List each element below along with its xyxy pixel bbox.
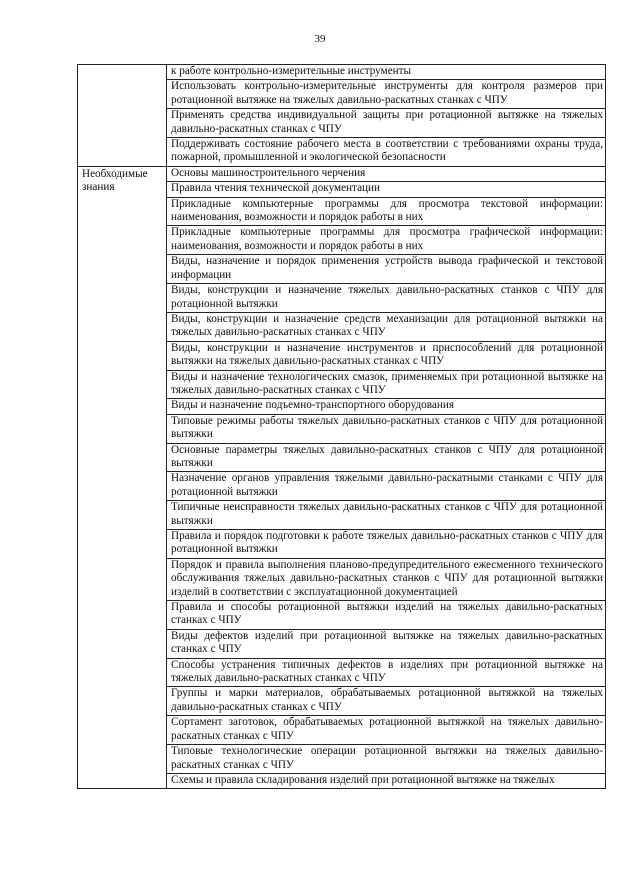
knowledge-item: Правила и способы ротационной вытяжки изделий на тяжелых давильно-раскатных станках с ЧПУ — [167, 601, 606, 630]
knowledge-item: Основы машиностроительного черчения — [167, 166, 606, 181]
knowledge-label: Необходимые знания — [82, 167, 148, 194]
skill-item: Поддерживать состояние рабочего места в соответствии с требованиями охраны труда, пожарной, промышленной и экологической безопасности — [167, 138, 606, 167]
knowledge-item: Сортамент заготовок, обрабатываемых ротационной вытяжкой на тяжелых давильно-раскатных станках с ЧПУ — [167, 716, 606, 745]
knowledge-row — [78, 166, 606, 181]
knowledge-item: Способы устранения типичных дефектов в изделиях при ротационной вытяжке на тяжелых давильно-раскатных станках с ЧПУ — [167, 658, 606, 687]
knowledge-item: Правила чтения технической документации — [167, 182, 606, 197]
knowledge-item: Виды, конструкции и назначение средств механизации для ротационной вытяжки на тяжелых давильно-раскатных станках с ЧПУ — [167, 312, 606, 341]
knowledge-item: Прикладные компьютерные программы для просмотра текстовой информации: наименования, возможности и порядок работы в них — [167, 197, 606, 226]
knowledge-item: Основные параметры тяжелых давильно-раскатных станков с ЧПУ для ротационной вытяжки — [167, 443, 606, 472]
knowledge-item: Виды дефектов изделий при ротационной вытяжке на тяжелых давильно-раскатных станках с ЧПУ — [167, 629, 606, 658]
skill-item: Применять средства индивидуальной защиты при ротационной вытяжке на тяжелых давильно-раскатных станках с ЧПУ — [167, 109, 606, 138]
knowledge-item: Виды, конструкции и назначение инструментов и приспособлений для ротационной вытяжки на тяжелых давильно-раскатных станках с ЧПУ — [167, 341, 606, 370]
knowledge-item: Типичные неисправности тяжелых давильно-раскатных станков с ЧПУ для ротационной вытяжки — [167, 501, 606, 530]
knowledge-item: Порядок и правила выполнения планово-предупредительного ежесменного технического обслуживания тяжелых давильно-раскатных станков с ЧПУ для ротационной вытяжки изделий в соответствии с эксплуатационной документацией — [167, 558, 606, 600]
knowledge-item: Виды и назначение подъемно-транспортного оборудования — [167, 399, 606, 414]
skills-row — [78, 65, 606, 80]
knowledge-item: Правила и порядок подготовки к работе тяжелых давильно-раскатных станков с ЧПУ для ротационной вытяжки — [167, 530, 606, 559]
knowledge-item: Типовые режимы работы тяжелых давильно-раскатных станков с ЧПУ для ротационной вытяжки — [167, 414, 606, 443]
knowledge-item: Назначение органов управления тяжелыми давильно-раскатными станками с ЧПУ для ротационной вытяжки — [167, 472, 606, 501]
knowledge-item: Группы и марки материалов, обрабатываемых ротационной вытяжкой на тяжелых давильно-раскатных станках с ЧПУ — [167, 687, 606, 716]
knowledge-label-cell — [78, 166, 167, 788]
knowledge-item: Прикладные компьютерные программы для просмотра графической информации: наименования, возможности и порядок работы в них — [167, 226, 606, 255]
knowledge-item: Виды, конструкции и назначение тяжелых давильно-раскатных станков с ЧПУ для ротационной вытяжки — [167, 284, 606, 313]
requirements-table — [77, 64, 606, 789]
knowledge-item: Схемы и правила складирования изделий при ротационной вытяжке на тяжелых — [167, 773, 606, 788]
skill-item: к работе контрольно-измерительные инструменты — [167, 65, 606, 80]
knowledge-item: Виды и назначение технологических смазок, применяемых при ротационной вытяжке на тяжелых давильно-раскатных станках с ЧПУ — [167, 370, 606, 399]
skills-label-cell — [78, 65, 167, 167]
skill-item: Использовать контрольно-измерительные инструменты для контроля размеров при ротационной вытяжке на тяжелых давильно-раскатных станках с ЧПУ — [167, 80, 606, 109]
knowledge-item: Виды, назначение и порядок применения устройств вывода графической и текстовой информации — [167, 255, 606, 284]
knowledge-item: Типовые технологические операции ротационной вытяжки на тяжелых давильно-раскатных станках с ЧПУ — [167, 745, 606, 774]
page-number: 39 — [314, 33, 326, 45]
